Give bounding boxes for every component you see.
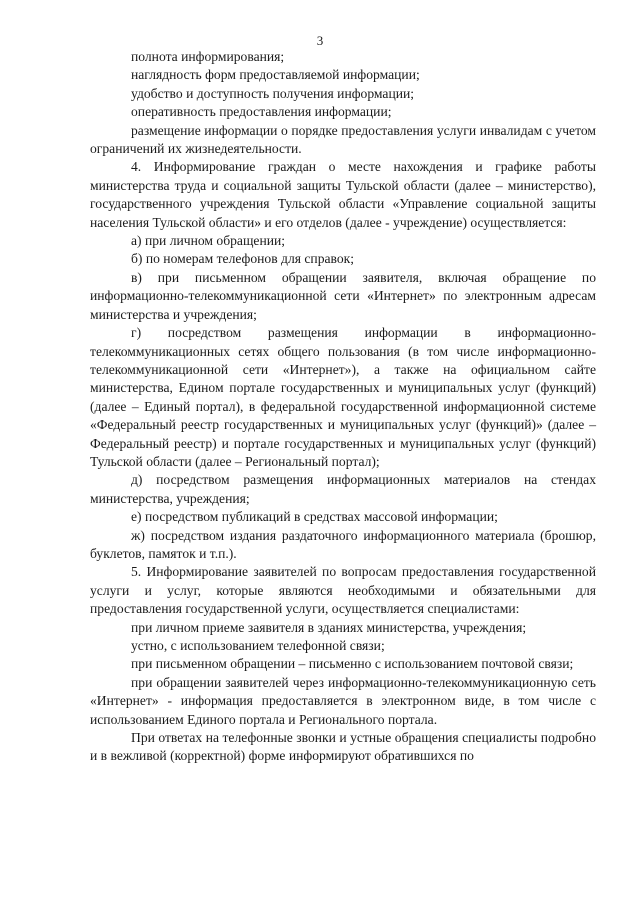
section-4-paragraph: 4. Информирование граждан о месте нахождения и графике работы министерства труда и социальной защиты Тульской области (далее – министерство), государственного учреждения Тульской области «Управление социальной защиты населения Тульской области» и его отделов (далее - учреждение) осуществляется: <box>90 159 596 230</box>
list-item-promptness: оперативность предоставления информации; <box>131 104 392 120</box>
list-item-accessibility: удобство и доступность получения информации; <box>131 85 415 101</box>
list-item-clarity: наглядность форм предоставляемой информации; <box>131 67 420 83</box>
list-item-e: е) посредством публикаций в средствах массовой информации; <box>131 509 498 525</box>
list-item-v: в) при письменном обращении заявителя, включая обращение по информационно-телекоммуникационной сети «Интернет» по электронным адресам министерства и учреждения; <box>90 269 596 322</box>
list-item-internet: при обращении заявителей через информационно-телекоммуникационную сеть «Интернет» - информация предоставляется в электронном виде, в том числе с использованием Единого портала и Регионального портала. <box>90 674 596 727</box>
list-item-b: б) по номерам телефонов для справок; <box>131 251 355 267</box>
list-item-written: при письменном обращении – письменно с использованием почтовой связи; <box>131 656 574 672</box>
list-item-completeness: полнота информирования; <box>131 49 285 64</box>
page-number: 3 <box>316 33 324 48</box>
list-item-g: г) посредством размещения информации в информационно-телекоммуникационных сетях общего пользования (в том числе информационно-телекоммуникационной сети «Интернет»), а также на официальном сайте министерства, Едином портале государственных и муниципальных услуг (функций) (далее – Единый портал), в федеральной государственной информационной системе «Федеральный реестр государственных и муниципальных услуг (функций)» (далее – Федеральный реестр) и портале государственных и муниципальных услуг (функций) Тульской области (далее – Региональный портал); <box>90 325 596 469</box>
list-item-a: а) при личном обращении; <box>131 233 286 249</box>
list-item-zh: ж) посредством издания раздаточного информационного материала (брошюр, буклетов, памяток и т.п.). <box>90 527 596 561</box>
document-body <box>90 48 596 766</box>
list-item-disability-info: размещение информации о порядке предоставления услуги инвалидам с учетом ограничений их жизнедеятельности. <box>90 122 596 157</box>
closing-paragraph: При ответах на телефонные звонки и устные обращения специалисты подробно и в вежливой (корректной) форме информируют обратившихся по <box>90 730 596 764</box>
list-item-personal-reception: при личном приеме заявителя в зданиях министерства, учреждения; <box>131 619 527 635</box>
list-item-d: д) посредством размещения информационных материалов на стендах министерства, учреждения; <box>90 472 596 506</box>
list-item-phone: устно, с использованием телефонной связи; <box>131 638 385 653</box>
section-5-paragraph: 5. Информирование заявителей по вопросам предоставления государственной услуги и услуг, которые являются необходимыми и обязательными для предоставления государственной услуги, осуществляется специалистами: <box>90 564 596 617</box>
